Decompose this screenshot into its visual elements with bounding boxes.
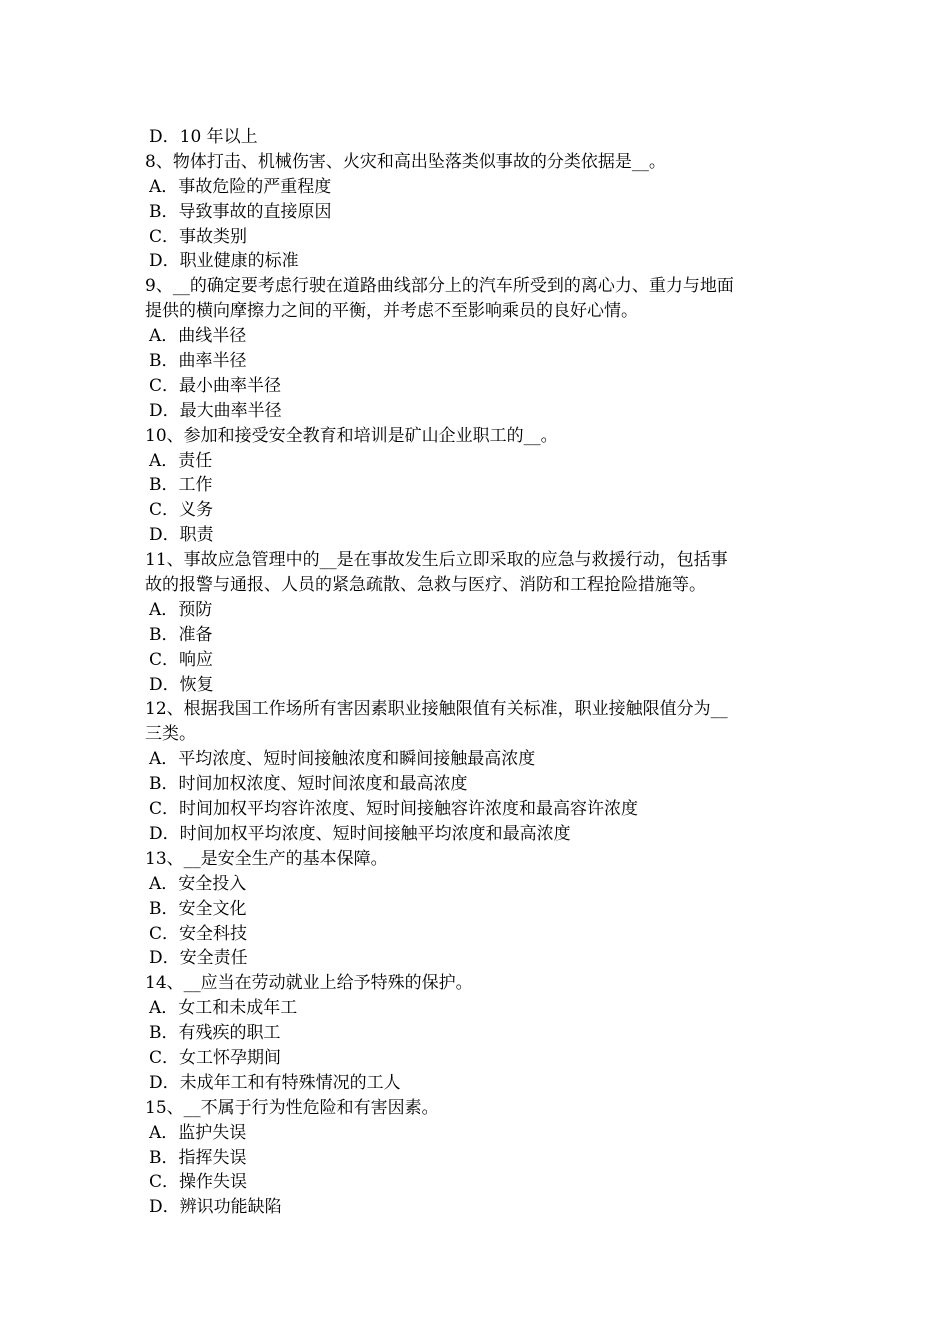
answer-option: A．预防 <box>149 599 213 620</box>
answer-option: D．职责 <box>149 525 214 546</box>
question-text: 14、__应当在劳动就业上给予特殊的保护。 <box>145 973 473 994</box>
answer-option: D．未成年工和有特殊情况的工人 <box>149 1072 401 1093</box>
answer-option: B．工作 <box>149 475 213 496</box>
question-text: 9、__的确定要考虑行驶在道路曲线部分上的汽车所受到的离心力、重力与地面 <box>145 276 734 297</box>
answer-option: D．最大曲率半径 <box>149 400 282 421</box>
answer-option: A．责任 <box>149 450 213 471</box>
answer-option: D．恢复 <box>149 674 214 695</box>
answer-option: C．义务 <box>149 500 214 521</box>
answer-option: C．响应 <box>149 649 214 670</box>
answer-option: B．指挥失误 <box>149 1147 247 1168</box>
answer-option: B．准备 <box>149 624 213 645</box>
answer-option: B．安全文化 <box>149 898 247 919</box>
answer-option: C．女工怀孕期间 <box>149 1047 282 1068</box>
question-text: 12、根据我国工作场所有害因素职业接触限值有关标准，职业接触限值分为__ <box>145 699 728 720</box>
answer-option: C．最小曲率半径 <box>149 375 282 396</box>
answer-option: B．有残疾的职工 <box>149 1023 281 1044</box>
question-text: 13、__是安全生产的基本保障。 <box>145 848 388 869</box>
answer-option: B．曲率半径 <box>149 351 247 372</box>
answer-option: A．曲线半径 <box>149 326 247 347</box>
answer-option: C．时间加权平均容许浓度、短时间接触容许浓度和最高容许浓度 <box>149 799 639 820</box>
answer-option: A．平均浓度、短时间接触浓度和瞬间接触最高浓度 <box>149 749 536 770</box>
answer-option: D．职业健康的标准 <box>149 251 299 272</box>
question-text: 11、事故应急管理中的__是在事故发生后立即采取的应急与救援行动，包括事 <box>145 550 728 571</box>
answer-option: C．事故类别 <box>149 226 248 247</box>
answer-option: C．安全科技 <box>149 923 248 944</box>
question-text: 三类。 <box>145 724 196 745</box>
document-body <box>145 125 815 1220</box>
answer-option: A．女工和未成年工 <box>149 998 298 1019</box>
answer-option: D．时间加权平均浓度、短时间接触平均浓度和最高浓度 <box>149 823 571 844</box>
answer-option: B．导致事故的直接原因 <box>149 201 332 222</box>
question-text: 15、__不属于行为性危险和有害因素。 <box>145 1097 439 1118</box>
question-text: 提供的横向摩擦力之间的平衡，并考虑不至影响乘员的良好心情。 <box>145 301 638 322</box>
answer-option: C．操作失误 <box>149 1172 248 1193</box>
answer-option: D．辨识功能缺陷 <box>149 1197 282 1218</box>
answer-option: A．安全投入 <box>149 873 247 894</box>
question-text: 故的报警与通报、人员的紧急疏散、急救与医疗、消防和工程抢险措施等。 <box>145 575 706 596</box>
answer-option: A．监护失误 <box>149 1122 247 1143</box>
answer-option: A．事故危险的严重程度 <box>149 176 332 197</box>
answer-option: B．时间加权浓度、短时间浓度和最高浓度 <box>149 774 468 795</box>
question-text: 10、参加和接受安全教育和培训是矿山企业职工的__。 <box>145 425 558 446</box>
answer-option: D．安全责任 <box>149 948 248 969</box>
question-text: 8、物体打击、机械伤害、火灾和高出坠落类似事故的分类依据是__。 <box>145 151 666 172</box>
answer-option: D．10 年以上 <box>149 127 258 147</box>
